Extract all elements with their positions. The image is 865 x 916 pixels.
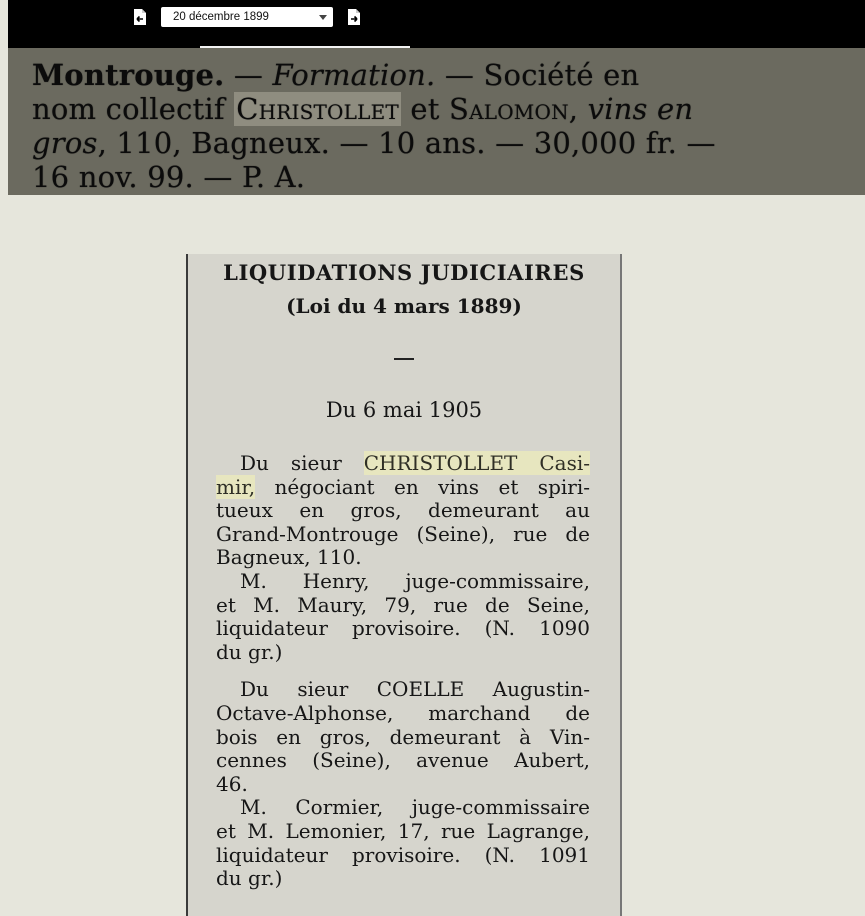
highlighted-name-christollet: Christollet <box>236 92 399 126</box>
name-salomon: Salomon <box>449 92 569 126</box>
entry-paragraph: M. Cormier, juge-commissaire et M. Lemonier, 17, rue Lagrange, liquidateur provisoire. (N. 1091 du gr.) <box>216 795 590 891</box>
chevron-down-icon <box>319 15 327 20</box>
top-clipping-line-4: 16 nov. 99. — P. A. <box>32 160 306 194</box>
top-clipping-line-2: nom collectif Christollet et Salomon, vins en <box>32 92 694 126</box>
entry-paragraph: M. Henry, juge-commissaire, et M. Maury, 79, rue de Seine, liquidateur provisoire. (N. 1090 du gr.) <box>216 568 590 664</box>
top-clipping-line-3: gros, 110, Bagneux. — 10 ans. — 30,000 fr. — <box>32 126 716 160</box>
section-title: LIQUIDATIONS JUDICIAIRES <box>223 260 585 285</box>
liquidation-entry-coelle <box>216 678 590 890</box>
bottom-newspaper-clipping <box>186 254 622 916</box>
date-select[interactable] <box>161 7 333 27</box>
place-name: Montrouge. <box>32 58 225 92</box>
date-heading: Du 6 mai 1905 <box>325 398 483 422</box>
viewer-toolbar <box>8 0 865 48</box>
liquidation-entry-christollet <box>216 452 590 664</box>
entry-paragraph: Du sieur COELLE Augustin- Octave-Alphonse, marchand de bois en gros, demeurant à Vin- cennes (Seine), avenue Aubert, 46. <box>216 677 590 796</box>
date-select-value: 20 décembre 1899 <box>173 11 269 23</box>
page-prev-icon[interactable] <box>130 7 148 27</box>
page-next-icon[interactable] <box>344 7 362 27</box>
section-divider <box>394 358 414 360</box>
section-subtitle: (Loi du 4 mars 1889) <box>286 294 522 318</box>
highlighted-name-christollet: CHRISTOLLET Casi- <box>363 451 590 475</box>
top-clipping-line-1: Montrouge. — Formation. — Société en <box>32 58 640 92</box>
top-newspaper-clipping <box>8 48 865 195</box>
entry-paragraph: Du sieur CHRISTOLLET Casi- mir, négociant en vins et spiri- tueux en gros, demeurant au Grand-Montrouge (Seine), rue de Bagneux, 110. <box>216 451 590 570</box>
formation-label: Formation. <box>272 58 436 92</box>
